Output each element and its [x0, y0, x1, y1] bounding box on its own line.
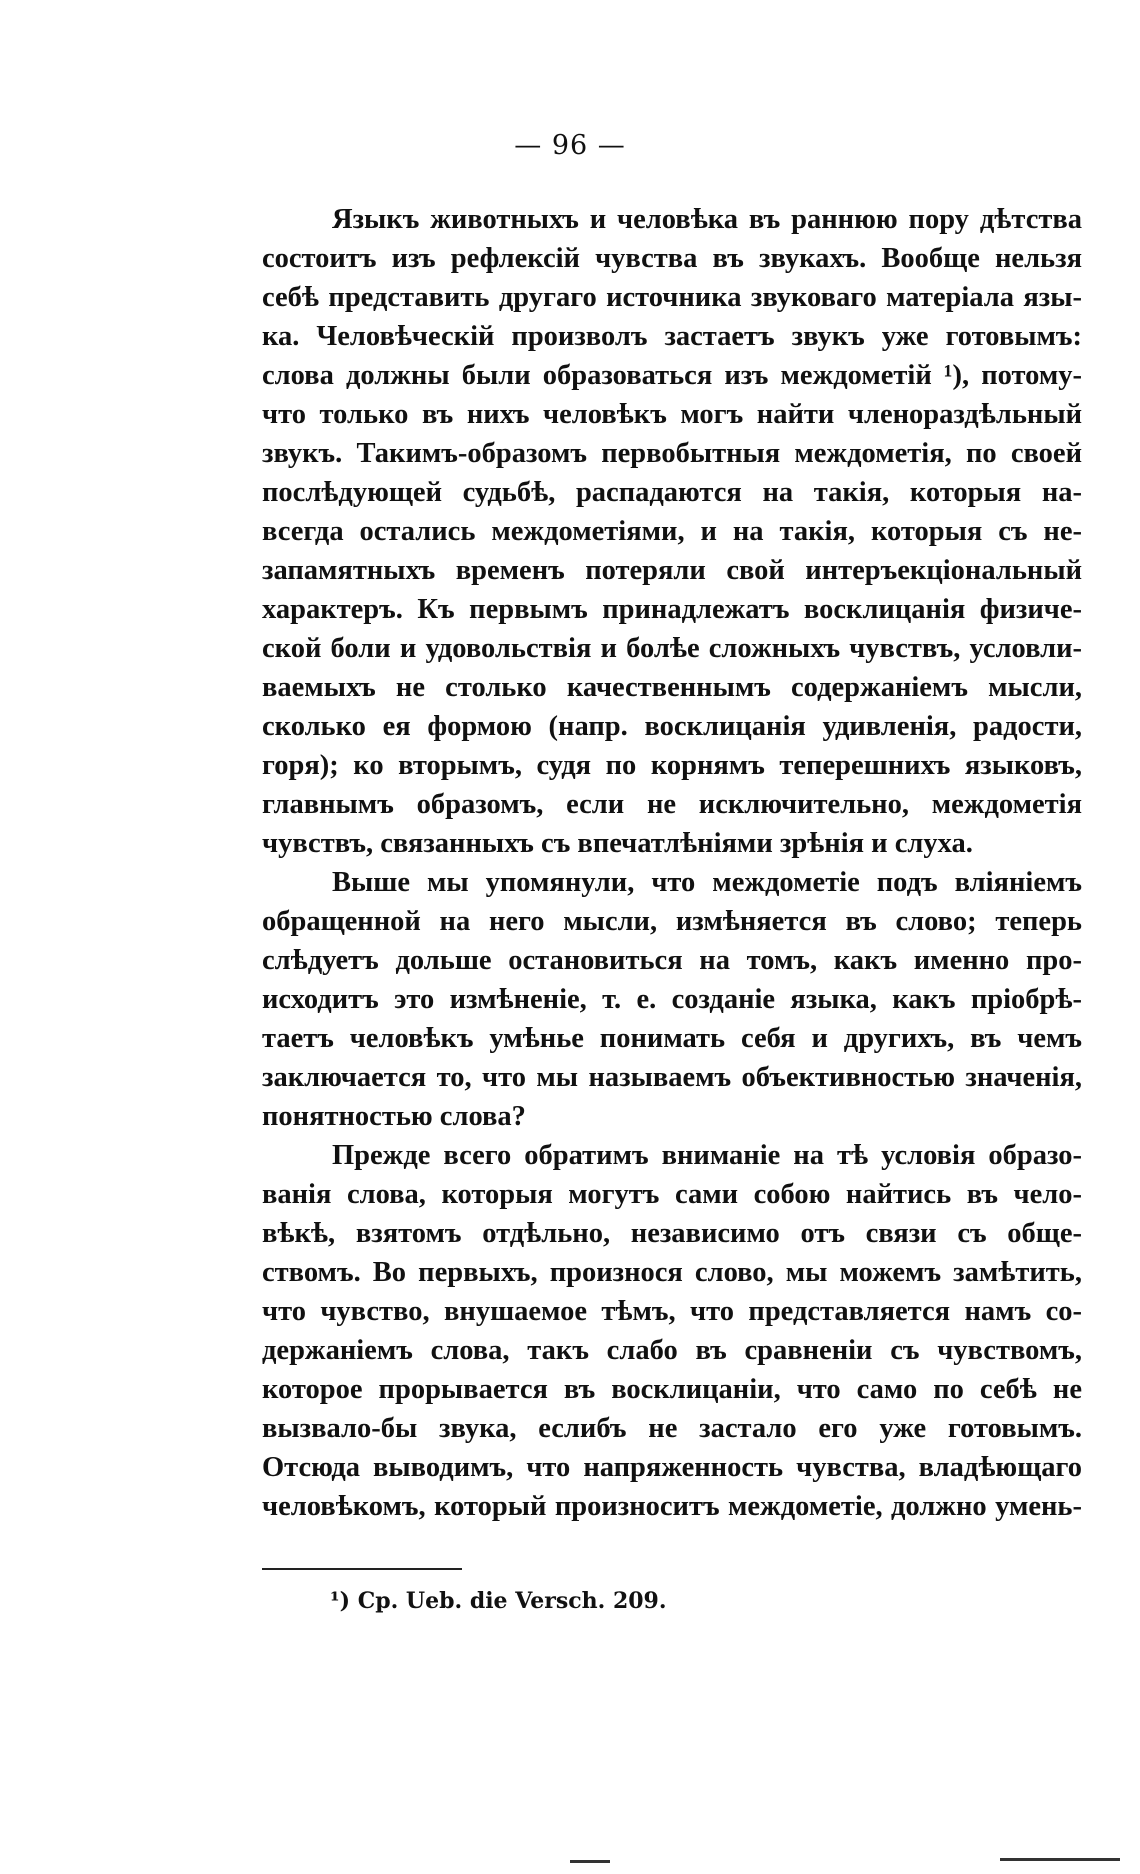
text-line: обращенной на него мысли, измѣняется въ слово; теперь [262, 906, 1082, 937]
text-line: запамятныхъ временъ потеряли свой интеръекціональный [262, 555, 1082, 586]
text-line: всегда остались междометіями, и на такія, которыя съ не- [262, 516, 1082, 547]
text-line: заключается то, что мы называемъ объективностью значенія, [262, 1062, 1082, 1093]
text-line: чувствъ, связанныхъ съ впечатлѣніями зрѣнія и слуха. [262, 828, 973, 859]
text-line: слѣдуетъ дольше остановиться на томъ, какъ именно про- [262, 945, 1082, 976]
text-line: вызвало-бы звука, еслибъ не застало его уже готовымъ. [262, 1413, 1082, 1444]
scan-artifact-mark [570, 1860, 610, 1863]
text-line: понятностью слова? [262, 1101, 526, 1132]
paragraph-2 [262, 863, 1082, 1136]
text-line: таетъ человѣкъ умѣнье понимать себя и другихъ, въ чемъ [262, 1023, 1082, 1054]
text-line: слова должны были образоваться изъ междометій ¹), потому- [262, 360, 1082, 391]
text-line: что только въ нихъ человѣкъ могъ найти членораздѣльный [262, 399, 1082, 430]
text-line: держаніемъ слова, такъ слабо въ сравненіи съ чувствомъ, [262, 1335, 1082, 1366]
text-line: ствомъ. Во первыхъ, произнося слово, мы можемъ замѣтить, [262, 1257, 1082, 1288]
text-line: главнымъ образомъ, если не исключительно, междометія [262, 789, 1082, 820]
footnote-divider [262, 1568, 462, 1570]
text-line: Отсюда выводимъ, что напряженность чувства, владѣющаго [262, 1452, 1082, 1483]
footnote-text: Cp. Ueb. die Versch. 209. [357, 1588, 667, 1614]
text-line: что чувство, внушаемое тѣмъ, что представляется намъ со- [262, 1296, 1082, 1327]
footnote-marker: ¹) [330, 1588, 351, 1614]
text-line: сколько ея формою (напр. восклицанія удивленія, радости, [262, 711, 1082, 742]
footnote [330, 1588, 667, 1614]
text-line: которое прорывается въ восклицаніи, что само по себѣ не [262, 1374, 1082, 1405]
text-line: характеръ. Къ первымъ принадлежатъ восклицанія физиче- [262, 594, 1082, 625]
text-line: ской боли и удовольствія и болѣе сложныхъ чувствъ, условли- [262, 633, 1082, 664]
text-line: исходитъ это измѣненіе, т. е. созданіе языка, какъ пріобрѣ- [262, 984, 1082, 1015]
paragraph-1 [262, 200, 1082, 863]
text-line: себѣ представить другаго источника звуковаго матеріала язы- [262, 282, 1082, 313]
text-line: вѣкѣ, взятомъ отдѣльно, независимо отъ связи съ обще- [262, 1218, 1082, 1249]
text-line: человѣкомъ, который произноситъ междометіе, должно умень- [262, 1491, 1082, 1522]
page-number: — 96 — [514, 130, 626, 161]
text-line: состоитъ изъ рефлексій чувства въ звукахъ. Вообще нельзя [262, 243, 1082, 274]
text-line: ванія слова, которыя могутъ сами собою найтись въ чело- [262, 1179, 1082, 1210]
text-line: послѣдующей судьбѣ, распадаются на такія, которыя на- [262, 477, 1082, 508]
text-line: Прежде всего обратимъ вниманіе на тѣ условія образо- [332, 1140, 1082, 1171]
text-line: Языкъ животныхъ и человѣка въ раннюю пору дѣтства [332, 204, 1082, 235]
paragraph-3 [262, 1136, 1082, 1526]
text-line: ваемыхъ не столько качественнымъ содержаніемъ мысли, [262, 672, 1082, 703]
text-line: горя); ко вторымъ, судя по корнямъ теперешнихъ языковъ, [262, 750, 1082, 781]
scan-artifact-mark [1000, 1858, 1120, 1861]
text-line: ка. Человѣческій произволъ застаетъ звукъ уже готовымъ: [262, 321, 1082, 352]
text-line: Выше мы упомянули, что междометіе подъ вліяніемъ [332, 867, 1082, 898]
text-line: звукъ. Такимъ-образомъ первобытныя междометія, по своей [262, 438, 1082, 469]
